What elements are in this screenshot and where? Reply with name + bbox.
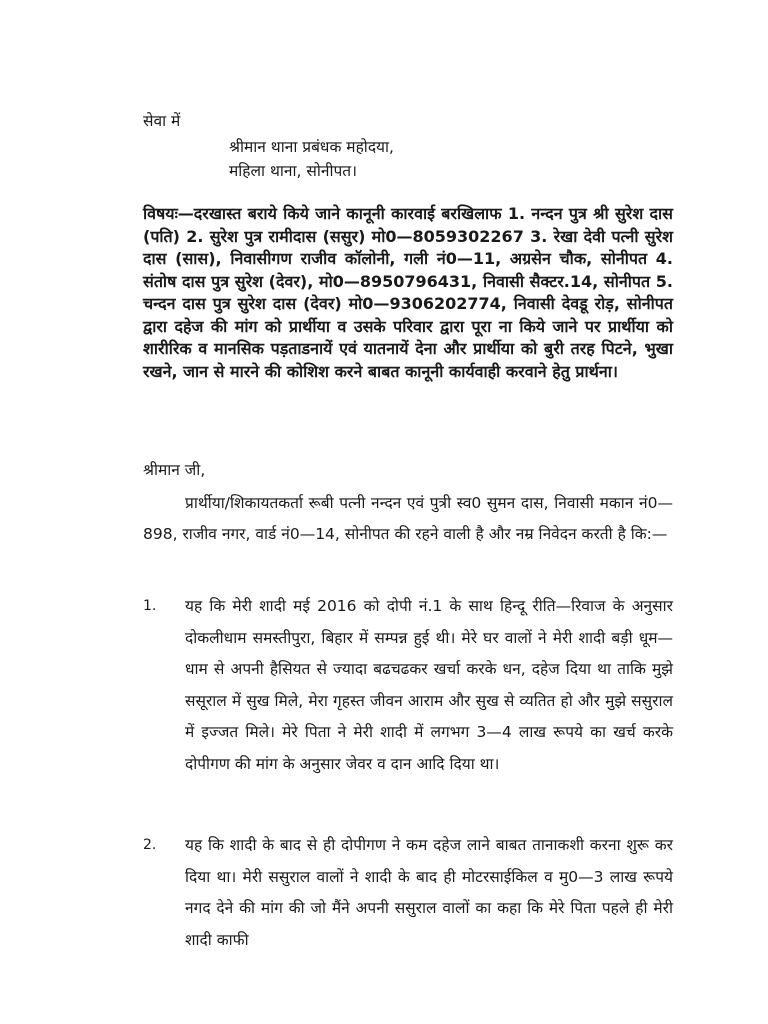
greeting: श्रीमान जी,	[143, 461, 206, 479]
subject-paragraph: विषयः—दरखास्त बराये किये जाने कानूनी कारवाई बरखिलाफ 1. नन्दन पुत्र श्री सुरेश दास (पति) 2. सुरेश पुत्र रामीदास (ससुर) मो0—8059302267 3. रेखा देवी पत्नी सुरेश दास (सास), निवासीगण राजीव कॉलोनी, गली नं0—11, अग्रसेन चौक, सोनीपत 4. संतोष दास पुत्र सुरेश (देवर), मो0—8950796431, निवासी सैक्टर.14, सोनीपत 5. चन्दन दास पुत्र सुरेश दास (देवर) मो0—9306202774, निवासी देवडू रोड़, सोनीपत द्वारा दहेज की मांग को प्रार्थीया व उसके परिवार द्वारा पूरा ना किये जाने पर प्रार्थीया को शारीरिक व मानसिक पड़ताडनायें एवं यातनायें देना और प्रार्थीया को बुरी तरह पिटने, भुखा रखने, जान से मारने की कोशिश करने बाबत कानूनी कार्यवाही करवाने हेतु प्रार्थना।	[143, 204, 673, 381]
addressee-office-line: महिला थाना, सोनीपत।	[229, 162, 357, 180]
addressee-line: श्रीमान थाना प्रबंधक महोदया,	[229, 138, 394, 156]
salutation: सेवा में	[143, 112, 181, 130]
item-text: यह कि मेरी शादी मई 2016 को दोपी नं.1 के साथ हिन्दू रीति—रिवाज के अनुसार दोकलीधाम समस्तीपुरा, बिहार में सम्पन्न हुई थी। मेरे घर वालों ने मेरी शादी बड़ी धूम—धाम से अपनी हैसियत से ज्यादा बढचढकर खर्चा करके धन, दहेज दिया था ताकि मुझे ससूराल में सुख मिले, मेरा गृहस्त जीवन आराम और सुख से व्यतित हो और मुझे ससुराल में इज्जत मिले। मेरे पिता ने मेरी शादी में लगभग 3—4 लाख रूपये का खर्च करके दोपीगण की मांग के अनुसार जेवर व दान आदि दिया था।	[185, 597, 673, 773]
item-text: यह कि शादी के बाद से ही दोपीगण ने कम दहेज लाने बाबत तानाकशी करना शुरू कर दिया था। मेरी ससुराल वालों ने शादी के बाद ही मोटरसाईकिल व मु0—3 लाख रूपये नगद देने की मांग की जो मैंने अपनी ससुराल वालों का कहा कि मेरे पिता पहले ही मेरी शादी काफी	[185, 836, 673, 949]
numbered-item	[143, 591, 673, 780]
item-number: 1.	[143, 598, 157, 614]
intro-paragraph: प्रार्थीया/शिकायतकर्ता रूबी पत्नी नन्दन एवं पुत्री स्व0 सुमन दास, निवासी मकान नं0—898, राजीव नगर, वार्ड नं0—14, सोनीपत की रहने वाली है और नम्र निवेदन करती है कि:—	[143, 494, 673, 543]
numbered-item	[143, 830, 673, 956]
item-number: 2.	[143, 837, 157, 853]
